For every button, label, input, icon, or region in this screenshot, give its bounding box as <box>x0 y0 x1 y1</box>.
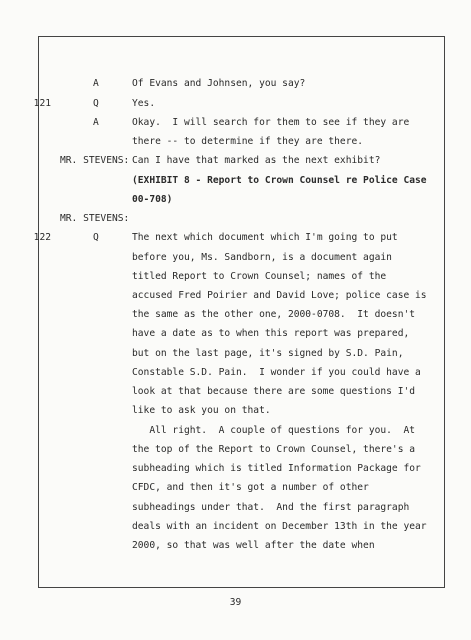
testimony-text: accused Fred Poirier and David Love; police case is <box>132 290 427 301</box>
testimony-text: the same as the other one, 2000-0708. It doesn't <box>132 309 416 320</box>
speaker-label: MR. STEVENS: <box>60 213 130 224</box>
testimony-text: Okay. I will search for them to see if they are <box>132 117 410 128</box>
testimony-text: Constable S.D. Pain. I wonder if you could have a <box>132 367 421 378</box>
testimony-text: titled Report to Crown Counsel; names of the <box>132 271 387 282</box>
speaker-label: A <box>93 117 99 128</box>
testimony-text: but on the last page, it's signed by S.D. Pain, <box>132 348 404 359</box>
exhibit-marker: (EXHIBIT 8 - Report to Crown Counsel re Police Case <box>132 175 427 186</box>
testimony-text: All right. A couple of questions for you. At <box>132 425 416 436</box>
testimony-text: have a date as to when this report was prepared, <box>132 328 410 339</box>
page-number: 39 <box>229 597 242 608</box>
testimony-text: Of Evans and Johnsen, you say? <box>132 78 306 89</box>
speaker-label: Q <box>93 232 99 243</box>
testimony-text: the top of the Report to Crown Counsel, there's a <box>132 444 416 455</box>
speaker-label: MR. STEVENS: <box>60 155 130 166</box>
testimony-text: look at that because there are some questions I'd <box>132 386 416 397</box>
exhibit-marker: 00-708) <box>132 194 173 205</box>
testimony-text: CFDC, and then it's got a number of other <box>132 482 369 493</box>
testimony-text: Yes. <box>132 98 156 109</box>
speaker-label: A <box>93 78 99 89</box>
testimony-text: Can I have that marked as the next exhibit? <box>132 155 381 166</box>
testimony-text: subheadings under that. And the first paragraph <box>132 502 410 513</box>
speaker-label: Q <box>93 98 99 109</box>
testimony-text: subheading which is titled Information Package for <box>132 463 421 474</box>
testimony-text: deals with an incident on December 13th in the year <box>132 521 427 532</box>
line-number: 121 <box>33 98 51 109</box>
testimony-text: 2000, so that was well after the date when <box>132 540 375 551</box>
testimony-text: there -- to determine if they are there. <box>132 136 364 147</box>
testimony-text: before you, Ms. Sandborn, is a document again <box>132 252 392 263</box>
testimony-text: The next which document which I'm going to put <box>132 232 398 243</box>
line-number: 122 <box>33 232 51 243</box>
testimony-text: like to ask you on that. <box>132 405 271 416</box>
